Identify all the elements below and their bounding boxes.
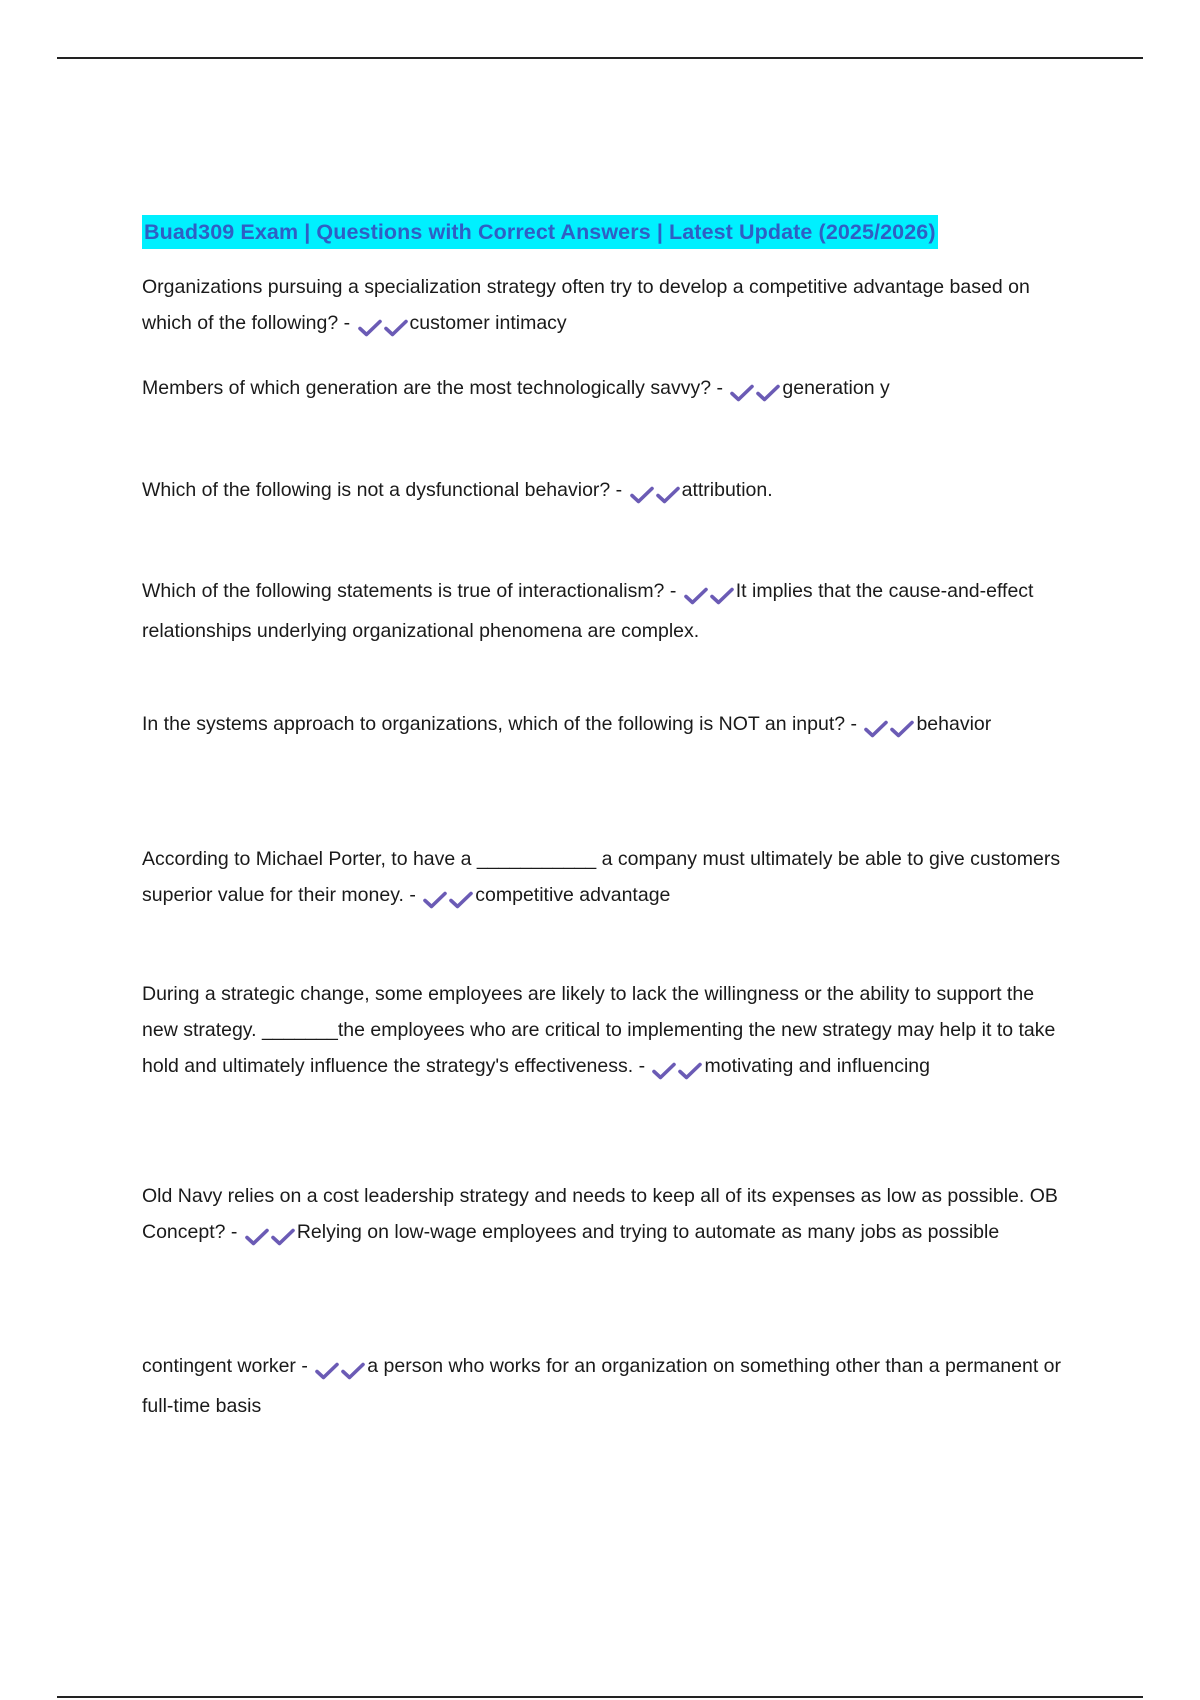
qa-text xyxy=(142,976,1072,1088)
qa-text xyxy=(142,706,1072,746)
check-pair xyxy=(651,1052,703,1088)
checkmark-icon xyxy=(709,586,735,606)
checkmark-icon xyxy=(729,383,755,403)
document-title: Buad309 Exam | Questions with Correct Answers | Latest Update (2025/2026) xyxy=(142,215,938,249)
checkmark-icon xyxy=(755,383,781,403)
qa-item xyxy=(142,841,1072,917)
checkmark-icon xyxy=(629,485,655,505)
checkmark-icon xyxy=(422,890,448,910)
question-text: Members of which generation are the most technologically savvy? - xyxy=(142,377,723,399)
qa-text xyxy=(142,1348,1072,1424)
qa-text xyxy=(142,370,1072,410)
qa-text xyxy=(142,1178,1072,1254)
question-text: Organizations pursuing a specialization strategy often try to develop a competitive advantage based on which of the following? - xyxy=(142,276,1030,334)
qa-item xyxy=(142,1348,1072,1424)
answer-text: generation y xyxy=(782,377,890,399)
qa-text xyxy=(142,472,1072,512)
question-text: Which of the following is not a dysfunctional behavior? - xyxy=(142,479,623,501)
check-pair xyxy=(863,710,915,746)
question-text: Which of the following statements is true of interactionalism? - xyxy=(142,580,677,602)
checkmark-icon xyxy=(683,586,709,606)
qa-item xyxy=(142,370,1072,410)
bottom-rule xyxy=(57,1696,1143,1698)
question-text: Old Navy relies on a cost leadership strategy and needs to keep all of its expenses as low as possible. OB Concept? - xyxy=(142,1185,1058,1243)
checkmark-icon xyxy=(340,1361,366,1381)
question-text: During a strategic change, some employees are likely to lack the willingness or the ability to support the new strategy. _______the employees who are critical to implementing the new strategy may help it to take hold and ultimately influence the strategy's effectiveness. - xyxy=(142,983,1056,1077)
checkmark-icon xyxy=(863,719,889,739)
answer-text: customer intimacy xyxy=(409,312,567,334)
check-pair xyxy=(629,476,681,512)
checkmark-icon xyxy=(314,1361,340,1381)
check-pair xyxy=(357,309,409,345)
check-pair xyxy=(314,1352,366,1388)
answer-text: It implies that the cause-and-effect relationships underlying organizational phenomena are complex. xyxy=(142,580,1034,642)
answer-text: attribution. xyxy=(681,479,773,501)
qa-item xyxy=(142,706,1072,746)
answer-text: motivating and influencing xyxy=(704,1055,930,1077)
qa-item xyxy=(142,269,1072,345)
question-text: In the systems approach to organizations, which of the following is NOT an input? - xyxy=(142,713,858,735)
checkmark-icon xyxy=(651,1061,677,1081)
answer-text: Relying on low-wage employees and trying to automate as many jobs as possible xyxy=(296,1221,1000,1243)
qa-text xyxy=(142,573,1072,649)
answer-text: behavior xyxy=(916,713,992,735)
checkmark-icon xyxy=(244,1227,270,1247)
qa-text xyxy=(142,269,1072,345)
question-text: contingent worker - xyxy=(142,1355,308,1377)
checkmark-icon xyxy=(448,890,474,910)
checkmark-icon xyxy=(357,318,383,338)
check-pair xyxy=(422,881,474,917)
qa-item xyxy=(142,976,1072,1088)
checkmark-icon xyxy=(270,1227,296,1247)
answer-text: a person who works for an organization on something other than a permanent or full-time basis xyxy=(142,1355,1061,1417)
top-rule xyxy=(57,57,1143,59)
qa-text xyxy=(142,841,1072,917)
answer-text: competitive advantage xyxy=(475,884,671,906)
checkmark-icon xyxy=(383,318,409,338)
qa-item xyxy=(142,573,1072,649)
question-text: According to Michael Porter, to have a ___________ a company must ultimately be able to give customers superior value for their money. - xyxy=(142,848,1061,906)
check-pair xyxy=(244,1218,296,1254)
checkmark-icon xyxy=(655,485,681,505)
checkmark-icon xyxy=(889,719,915,739)
checkmark-icon xyxy=(677,1061,703,1081)
document-page xyxy=(142,215,1072,1417)
qa-item xyxy=(142,1178,1072,1254)
check-pair xyxy=(729,374,781,410)
check-pair xyxy=(683,577,735,613)
qa-item xyxy=(142,472,1072,512)
